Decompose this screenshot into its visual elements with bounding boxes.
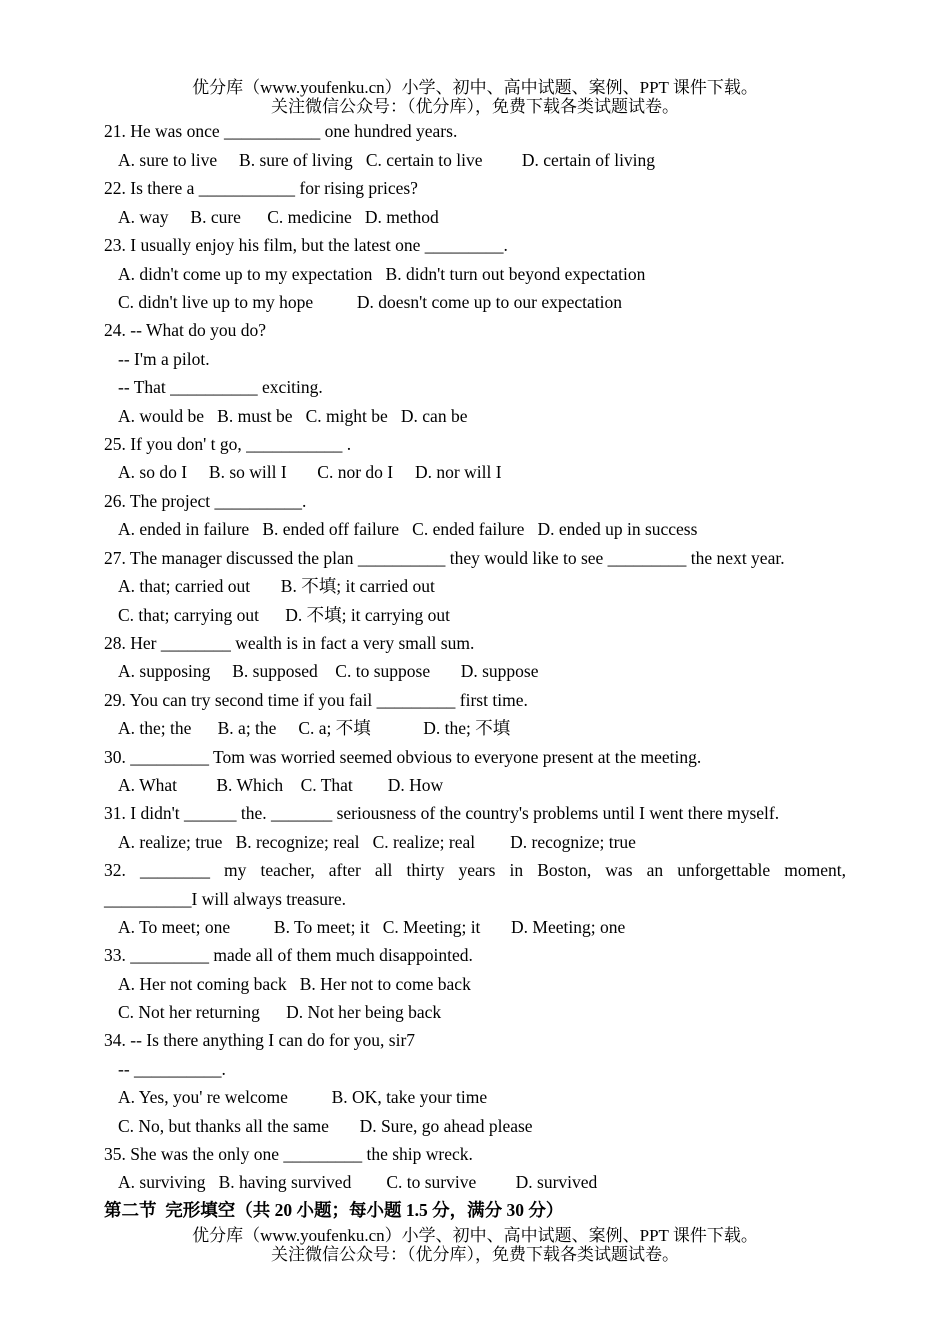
options-35: A. surviving B. having survived C. to survive D. survived: [118, 1172, 598, 1192]
options-29: A. the; the B. a; the C. a; 不填 D. the; 不填: [118, 718, 511, 738]
question-32-line-2: __________I will always treasure.: [104, 889, 347, 909]
options-23-row-1: A. didn't come up to my expectation B. didn't turn out beyond expectation: [118, 264, 646, 284]
question-34: 34. -- Is there anything I can do for you, sir7: [104, 1030, 416, 1050]
options-34-row-1: A. Yes, you' re welcome B. OK, take your time: [118, 1087, 488, 1107]
options-23-row-2: C. didn't live up to my hope D. doesn't come up to our expectation: [118, 292, 623, 312]
options-27-row-2: C. that; carrying out D. 不填; it carrying out: [118, 605, 450, 625]
question-29: 29. You can try second time if you fail _________ first time.: [104, 690, 528, 710]
options-28: A. supposing B. supposed C. to suppose D. suppose: [118, 661, 539, 681]
options-22: A. way B. cure C. medicine D. method: [118, 207, 439, 227]
question-28: 28. Her ________ wealth is in fact a very small sum.: [104, 633, 475, 653]
question-31: 31. I didn't ______ the. _______ seriousness of the country's problems until I went there myself.: [104, 803, 780, 823]
header-line-2: 关注微信公众号：（优分库），免费下载各类试题试卷。: [271, 97, 679, 116]
options-24: A. would be B. must be C. might be D. can be: [118, 406, 468, 426]
question-30: 30. _________ Tom was worried seemed obvious to everyone present at the meeting.: [104, 747, 702, 767]
question-26: 26. The project __________.: [104, 491, 307, 511]
section-title: 第二节 完形填空（共 20 小题；每小题 1.5 分，满分 30 分）: [104, 1200, 564, 1220]
question-23: 23. I usually enjoy his film, but the latest one _________.: [104, 235, 508, 255]
options-26: A. ended in failure B. ended off failure C. ended failure D. ended up in success: [118, 519, 698, 539]
footer-line-1: 优分库（www.youfenku.cn）小学、初中、高中试题、案例、PPT 课件下载。: [192, 1226, 758, 1245]
footer-line-2: 关注微信公众号：（优分库），免费下载各类试题试卷。: [271, 1245, 679, 1264]
options-21: A. sure to live B. sure of living C. certain to live D. certain of living: [118, 150, 656, 170]
question-21: 21. He was once ___________ one hundred years.: [104, 121, 458, 141]
question-22: 22. Is there a ___________ for rising prices?: [104, 178, 418, 198]
options-33-row-1: A. Her not coming back B. Her not to come back: [118, 974, 471, 994]
question-24: 24. -- What do you do?: [104, 320, 267, 340]
page-footer-banner: [0, 1226, 950, 1264]
header-line-1: 优分库（www.youfenku.cn）小学、初中、高中试题、案例、PPT 课件下载。: [192, 78, 758, 97]
question-33: 33. _________ made all of them much disappointed.: [104, 945, 473, 965]
question-35: 35. She was the only one _________ the ship wreck.: [104, 1144, 473, 1164]
dialogue-24-line-2: -- That __________ exciting.: [118, 377, 323, 397]
dialogue-34-response: -- __________.: [118, 1059, 226, 1079]
options-31: A. realize; true B. recognize; real C. realize; real D. recognize; true: [118, 832, 636, 852]
options-25: A. so do I B. so will I C. nor do I D. nor will I: [118, 462, 502, 482]
options-30: A. What B. Which C. That D. How: [118, 775, 444, 795]
options-32: A. To meet; one B. To meet; it C. Meeting; it D. Meeting; one: [118, 917, 626, 937]
options-33-row-2: C. Not her returning D. Not her being back: [118, 1002, 442, 1022]
options-27-row-1: A. that; carried out B. 不填; it carried out: [118, 576, 435, 596]
options-34-row-2: C. No, but thanks all the same D. Sure, go ahead please: [118, 1116, 533, 1136]
question-27: 27. The manager discussed the plan __________ they would like to see _________ the next year.: [104, 548, 785, 568]
question-25: 25. If you don' t go, ___________ .: [104, 434, 352, 454]
dialogue-24-line-1: -- I'm a pilot.: [118, 349, 210, 369]
question-32-line-1: 32. ________ my teacher, after all thirty years in Boston, was an unforgettable moment,: [104, 860, 846, 880]
page-header-banner: [0, 78, 950, 116]
